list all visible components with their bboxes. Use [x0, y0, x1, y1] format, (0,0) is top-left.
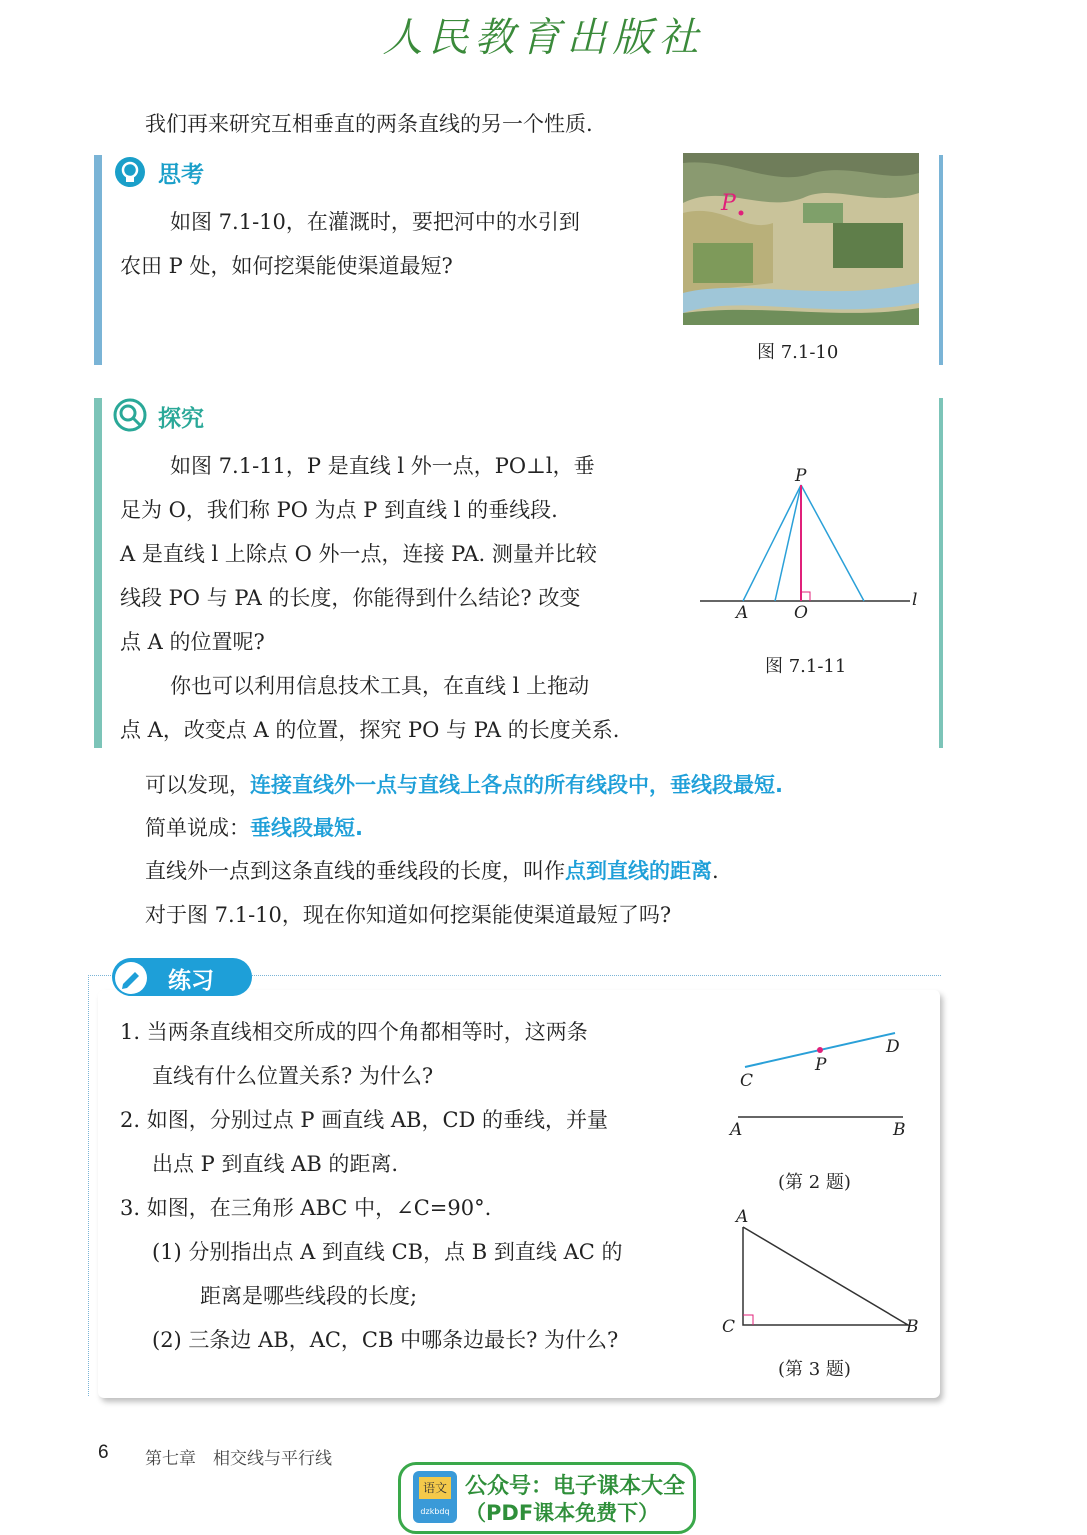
practice-item: (1) 分别指出点 A 到直线 CB，点 B 到直线 AC 的	[152, 1240, 623, 1264]
pencil-icon	[113, 960, 149, 996]
practice-item: (2) 三条边 AB，AC，CB 中哪条边最长? 为什么?	[152, 1328, 619, 1352]
figure-question-2	[720, 1025, 920, 1145]
explore-line: 足为 O，我们称 PO 为点 P 到直线 l 的垂线段.	[120, 498, 558, 522]
practice-item: 3. 如图，在三角形 ABC 中，∠C=90°.	[120, 1196, 492, 1220]
fig-label-o: O	[794, 603, 808, 623]
think-text-line1: 如图 7.1-10，在灌溉时，要把河中的水引到	[170, 210, 580, 234]
wechat-badge[interactable]	[398, 1462, 696, 1534]
explore-line: 如图 7.1-11，P 是直线 l 外一点，PO⊥l，垂	[170, 454, 595, 478]
fig3-label-b: B	[906, 1317, 919, 1337]
fig-label-a: A	[736, 603, 749, 623]
fig2-label-a: A	[730, 1120, 743, 1140]
highlight-text: 点到直线的距离	[565, 859, 712, 883]
badge-line1: 公众号：电子课本大全	[465, 1474, 686, 1499]
publisher-logo: 人民教育出版社	[382, 15, 705, 61]
intro-text: 我们再来研究互相垂直的两条直线的另一个性质.	[145, 112, 593, 136]
fig2-caption: (第 2 题)	[778, 1172, 851, 1193]
figure-7-1-11	[700, 460, 930, 630]
think-bar	[94, 155, 102, 365]
think-caption: 图 7.1-10	[757, 342, 839, 363]
think-title: 思考	[158, 162, 204, 188]
practice-item: 2. 如图，分别过点 P 画直线 AB，CD 的垂线，并量	[120, 1108, 609, 1132]
practice-item: 1. 当两条直线相交所成的四个角都相等时，这两条	[120, 1020, 588, 1044]
explore-caption: 图 7.1-11	[765, 656, 847, 677]
explore-line: A 是直线 l 上除点 O 外一点，连接 PA. 测量并比较	[120, 542, 597, 566]
highlight-text: 连接直线外一点与直线上各点的所有线段中，垂线段最短.	[250, 773, 783, 797]
irrigation-image	[683, 153, 919, 325]
conclusion-line2: 简单说成：垂线段最短.	[145, 816, 363, 840]
conclusion-line3: 直线外一点到这条直线的垂线段的长度，叫作点到直线的距离.	[145, 859, 719, 883]
explore-right-bar	[939, 398, 943, 748]
explore-bar	[94, 398, 102, 748]
explore-line: 点 A 的位置呢?	[120, 630, 265, 654]
fig2-label-d: D	[886, 1037, 900, 1057]
page-number: 6	[98, 1442, 109, 1463]
badge-line2: （PDF课本免费下）	[465, 1501, 660, 1525]
fig2-label-c: C	[740, 1071, 754, 1091]
chapter-title: 第七章 相交线与平行线	[145, 1449, 332, 1469]
fig3-label-c: C	[722, 1317, 736, 1337]
fig2-label-b: B	[893, 1120, 906, 1140]
conclusion-line1: 可以发现，连接直线外一点与直线上各点的所有线段中，垂线段最短.	[145, 773, 783, 797]
fig3-caption: (第 3 题)	[778, 1359, 851, 1380]
think-right-bar	[939, 155, 943, 365]
fig3-label-a: A	[736, 1207, 749, 1227]
conclusion-line4: 对于图 7.1-10，现在你知道如何挖渠能使渠道最短了吗?	[145, 903, 672, 927]
book-icon: 语文 dzkbdq	[413, 1471, 457, 1523]
fig-label-l: l	[912, 590, 918, 610]
practice-item: 距离是哪些线段的长度;	[200, 1284, 418, 1308]
fig-label-p: P	[795, 466, 807, 486]
think-text-line2: 农田 P 处，如何挖渠能使渠道最短?	[120, 254, 453, 278]
lightbulb-icon	[113, 155, 149, 191]
figure-question-3	[720, 1205, 920, 1340]
practice-title: 练习	[168, 968, 214, 994]
highlight-text: 垂线段最短.	[250, 816, 363, 840]
image-label-p: P	[721, 191, 736, 216]
practice-item: 直线有什么位置关系? 为什么?	[152, 1064, 434, 1088]
explore-line: 线段 PO 与 PA 的长度，你能得到什么结论? 改变	[120, 586, 581, 610]
practice-item: 出点 P 到直线 AB 的距离.	[152, 1152, 399, 1176]
explore-line: 点 A，改变点 A 的位置，探究 PO 与 PA 的长度关系.	[120, 718, 620, 742]
explore-title: 探究	[158, 406, 204, 432]
explore-line: 你也可以利用信息技术工具，在直线 l 上拖动	[170, 674, 590, 698]
fig2-label-p: P	[815, 1055, 827, 1075]
magnifier-icon	[113, 398, 149, 434]
